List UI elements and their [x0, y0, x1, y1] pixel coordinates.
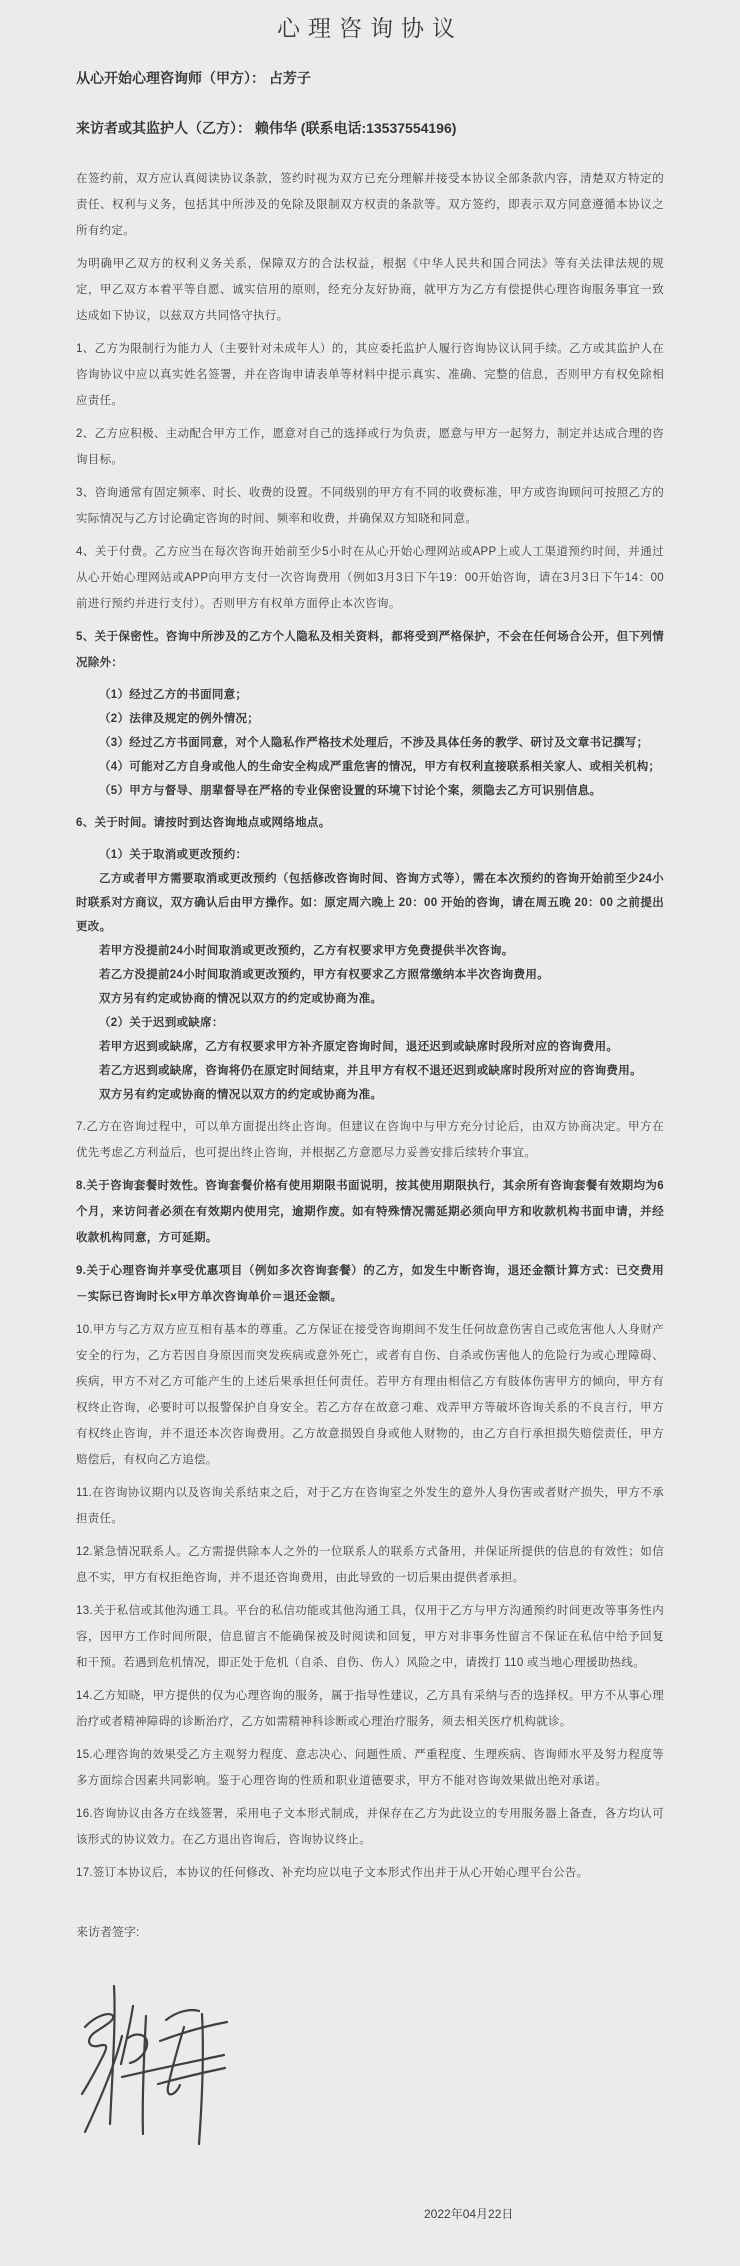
- clause-paragraph: 为明确甲乙双方的权利义务关系，保障双方的合法权益，根据《中华人民共和国合同法》等有关法律法规的规定，甲乙双方本着平等自愿、诚实信用的原则，经充分友好协商，就甲方为乙方有偿提供心理咨询服务事宜一致达成如下协议，以兹双方共同恪守执行。: [76, 258, 664, 322]
- clause-paragraph: 4、关于付费。乙方应当在每次咨询开始前至少5小时在从心开始心理网站或APP上或人工渠道预约时间，并通过从心开始心理网站或APP向甲方支付一次咨询费用（例如3月3日下午19：00开始咨询，请在3月3日下午14：00前进行预约并进行支付）。否则甲方有权单方面停止本次咨询。: [76, 546, 664, 610]
- clause-paragraph: 9.关于心理咨询并享受优惠项目（例如多次咨询套餐）的乙方，如发生中断咨询，退还金额计算方式：已交费用－实际已咨询时长x甲方单次咨询单价＝退还金额。: [76, 1265, 664, 1303]
- clause-paragraph: 7.乙方在咨询过程中，可以单方面提出终止咨询。但建议在咨询中与甲方充分讨论后，由双方协商决定。甲方在优先考虑乙方利益后，也可提出终止咨询，并根据乙方意愿尽力妥善安排后续转介事宜。: [76, 1121, 664, 1159]
- clause-paragraph: （4）可能对乙方自身或他人的生命安全构成严重危害的情况，甲方有权利直接联系相关家人、或相关机构；: [99, 761, 661, 773]
- clause-paragraph: 若甲方没提前24小时间取消或更改预约，乙方有权要求甲方免费提供半次咨询。: [99, 945, 514, 957]
- clause-paragraph: 16.咨询协议由各方在线签署，采用电子文本形式制成，并保存在乙方为此设立的专用服务器上备查，各方均认可该形式的协议效力。在乙方退出咨询后，咨询协议终止。: [76, 1808, 664, 1846]
- signature-label: 来访者签字:: [76, 1925, 140, 1939]
- clause-paragraph: （1）经过乙方的书面同意；: [99, 689, 248, 701]
- party-b-line: 来访者或其监护人（乙方）： 赖伟华 (联系电话:13537554196): [76, 120, 457, 136]
- clause-paragraph: 13.关于私信或其他沟通工具。平台的私信功能或其他沟通工具，仅用于乙方与甲方沟通预约时间更改等事务性内容，因甲方工作时间所限，信息留言不能确保被及时阅读和回复，甲方对非事务性留言不保证在私信中给予回复和干预。若遇到危机情况，即正处于危机（自杀、自伤、伤人）风险之中，请拨打 110 或当地心理援助热线。: [76, 1605, 664, 1669]
- clause-paragraph: （2）关于迟到或缺席：: [99, 1017, 224, 1029]
- handwritten-signature: [78, 1980, 238, 2156]
- clause-paragraph: 14.乙方知晓，甲方提供的仅为心理咨询的服务，属于指导性建议，乙方具有采纳与否的选择权。甲方不从事心理治疗或者精神障碍的诊断治疗，乙方如需精神科诊断或心理治疗服务，须去相关医疗机构就诊。: [76, 1690, 664, 1728]
- clause-paragraph: 双方另有约定或协商的情况以双方的约定或协商为准。: [99, 1089, 383, 1101]
- signature-date: 2022年04月22日: [424, 2207, 514, 2221]
- clause-paragraph: （5）甲方与督导、朋辈督导在严格的专业保密设置的环境下讨论个案，须隐去乙方可识别信息。: [99, 785, 602, 797]
- clause-paragraph: 17.签订本协议后，本协议的任何修改、补充均应以电子文本形式作出并于从心开始心理平台公告。: [76, 1867, 589, 1879]
- clause-paragraph: 在签约前，双方应认真阅读协议条款，签约时视为双方已充分理解并接受本协议全部条款内容，清楚双方特定的责任、权利与义务，包括其中所涉及的免除及限制双方权责的条款等。双方签约，即表示双方同意遵循本协议之所有约定。: [76, 173, 664, 237]
- clause-paragraph: 3、咨询通常有固定频率、时长、收费的设置。不同级别的甲方有不同的收费标准，甲方或咨询顾问可按照乙方的实际情况与乙方讨论确定咨询的时间、频率和收费，并确保双方知晓和同意。: [76, 487, 664, 525]
- clause-paragraph: 12.紧急情况联系人。乙方需提供除本人之外的一位联系人的联系方式备用，并保证所提供的信息的有效性；如信息不实，甲方有权拒绝咨询，并不退还咨询费用，由此导致的一切后果由提供者承担。: [76, 1546, 664, 1584]
- clause-paragraph: 乙方或者甲方需要取消或更改预约（包括修改咨询时间、咨询方式等），需在本次预约的咨询开始前至少24小时联系对方商议，双方确认后由甲方操作。如：原定周六晚上 20：00 开始的咨询，请在周五晚 20：00 之前提出更改。: [76, 873, 664, 933]
- clause-paragraph: 若甲方迟到或缺席，乙方有权要求甲方补齐原定咨询时间，退还迟到或缺席时段所对应的咨询费用。: [99, 1041, 619, 1053]
- clause-paragraph: 5、关于保密性。咨询中所涉及的乙方个人隐私及相关资料，都将受到严格保护，不会在任何场合公开，但下列情况除外：: [76, 631, 664, 669]
- clause-paragraph: （2）法律及规定的例外情况；: [99, 713, 260, 725]
- clause-paragraph: 双方另有约定或协商的情况以双方的约定或协商为准。: [99, 993, 383, 1005]
- clause-paragraph: 10.甲方与乙方双方应互相有基本的尊重。乙方保证在接受咨询期间不发生任何故意伤害自己或危害他人人身财产安全的行为，乙方若因自身原因而突发疾病或意外死亡，或者有自伤、自杀或伤害他人的危险行为或心理障碍、疾病，甲方不对乙方可能产生的上述后果承担任何责任。若甲方有理由相信乙方有肢体伤害甲方的倾向，甲方有权终止咨询，必要时可以报警保护自身安全。若乙方存在故意刁难、戏弄甲方等破坏咨询关系的不良言行，甲方有权终止咨询，并不退还本次咨询费用。乙方故意损毁自身或他人财物的，由乙方自行承担损失赔偿责任，甲方赔偿后，有权向乙方追偿。: [76, 1324, 664, 1466]
- clause-paragraph: 若乙方没提前24小时间取消或更改预约，甲方有权要求乙方照常缴纳本半次咨询费用。: [99, 969, 549, 981]
- clause-paragraph: 2、乙方应积极、主动配合甲方工作，愿意对自己的选择或行为负责，愿意与甲方一起努力，制定并达成合理的咨询目标。: [76, 428, 664, 466]
- clause-paragraph: 6、关于时间。请按时到达咨询地点或网络地点。: [76, 817, 331, 829]
- clause-paragraph: 1、乙方为限制行为能力人（主要针对未成年人）的，其应委托监护人履行咨询协议认同手续。乙方或其监护人在咨询协议中应以真实姓名签署，并在咨询申请表单等材料中提示真实、准确、完整的信息，否则甲方有权免除相应责任。: [76, 343, 664, 407]
- clause-paragraph: 15.心理咨询的效果受乙方主观努力程度、意志决心、问题性质、严重程度、生理疾病、咨询师水平及努力程度等多方面综合因素共同影响。鉴于心理咨询的性质和职业道德要求，甲方不能对咨询效果做出绝对承诺。: [76, 1749, 664, 1787]
- agreement-clauses: [76, 166, 664, 1886]
- signature-ink: [78, 1980, 238, 2156]
- page-title: 心理咨询协议: [277, 15, 463, 41]
- clause-paragraph: 11.在咨询协议期内以及咨询关系结束之后，对于乙方在咨询室之外发生的意外人身伤害或者财产损失，甲方不承担责任。: [76, 1487, 664, 1525]
- clause-paragraph: 8.关于咨询套餐时效性。咨询套餐价格有使用期限书面说明，按其使用期限执行，其余所有咨询套餐有效期均为6个月，来访问者必须在有效期内使用完，逾期作废。如有特殊情况需延期必须向甲方和收款机构书面申请，并经收款机构同意，方可延期。: [76, 1180, 664, 1244]
- clause-paragraph: （3）经过乙方书面同意，对个人隐私作严格技术处理后，不涉及具体任务的教学、研讨及文章书记撰写；: [99, 737, 649, 749]
- clause-paragraph: （1）关于取消或更改预约：: [99, 849, 248, 861]
- party-a-line: 从心开始心理咨询师（甲方）： 占芳子: [76, 70, 311, 86]
- clause-paragraph: 若乙方迟到或缺席，咨询将仍在原定时间结束，并且甲方有权不退还迟到或缺席时段所对应的咨询费用。: [99, 1065, 642, 1077]
